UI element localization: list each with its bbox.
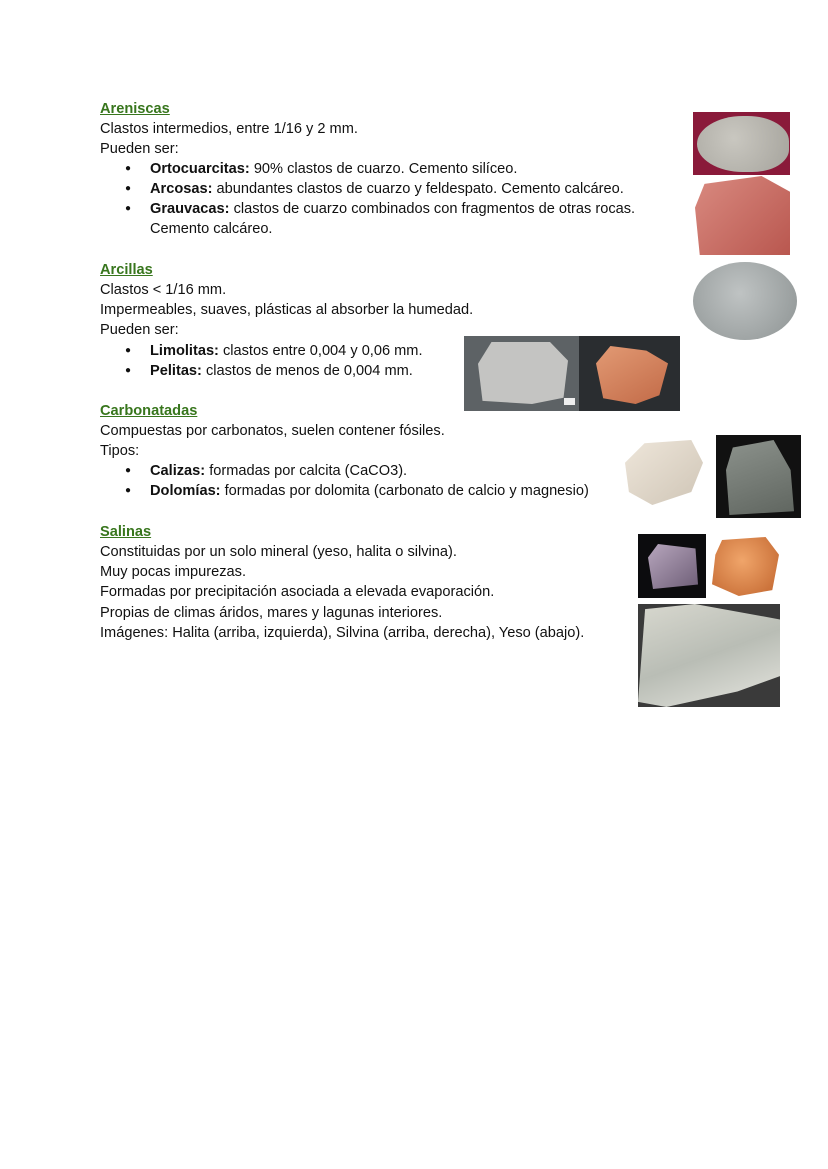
text-line: Formadas por precipitación asociada a elevada evaporación. [100,584,495,600]
term: Ortocuarcitas: [150,161,250,177]
text-line: Pueden ser: [100,322,179,338]
desc: formadas por dolomita (carbonato de calcio y magnesio) [220,483,589,499]
image-halita [638,534,706,598]
image-dolomia [716,435,801,518]
term: Dolomías: [150,483,221,499]
text-line: Clastos < 1/16 mm. [100,282,227,298]
list-item [150,159,517,179]
image-pelita [579,336,680,411]
list-item [150,361,413,381]
list-item [150,179,624,199]
desc: 90% clastos de cuarzo. Cemento silíceo. [249,161,518,177]
section-title-arcillas: Arcillas [100,262,153,278]
desc: clastos de menos de 0,004 mm. [201,363,413,379]
text-line: Propias de climas áridos, mares y lagunas interiores. [100,605,443,621]
desc: formadas por calcita (CaCO3). [205,463,408,479]
image-arenisca-pink [695,176,790,255]
image-silvina [710,535,781,598]
desc: clastos entre 0,004 y 0,06 mm. [218,343,423,359]
term: Limolitas: [150,343,219,359]
list-item [150,199,635,219]
image-limolita [464,336,579,411]
text-line: Impermeables, suaves, plásticas al absorber la humedad. [100,302,474,318]
list-item [150,461,407,481]
term: Calizas: [150,463,206,479]
list-item [150,341,423,361]
list-item-continuation: Cemento calcáreo. [150,221,273,237]
text-line: Tipos: [100,443,140,459]
desc: abundantes clastos de cuarzo y feldespato. Cemento calcáreo. [212,181,624,197]
desc: clastos de cuarzo combinados con fragmentos de otras rocas. [229,201,636,217]
section-title-salinas: Salinas [100,524,152,540]
image-arcilla-gray [693,262,797,340]
section-title-carbonatadas: Carbonatadas [100,403,198,419]
text-line: Constituidas por un solo mineral (yeso, halita o silvina). [100,544,457,560]
image-caliza [625,440,703,505]
section-title-areniscas: Areniscas [100,101,170,117]
text-line: Pueden ser: [100,141,179,157]
term: Pelitas: [150,363,202,379]
text-line: Clastos intermedios, entre 1/16 y 2 mm. [100,121,358,137]
text-line: Muy pocas impurezas. [100,564,246,580]
image-arenisca-gray [693,112,790,175]
term: Arcosas: [150,181,213,197]
text-line: Imágenes: Halita (arriba, izquierda), Silvina (arriba, derecha), Yeso (abajo). [100,625,585,641]
text-line: Compuestas por carbonatos, suelen contener fósiles. [100,423,445,439]
term: Grauvacas: [150,201,230,217]
image-yeso [638,604,780,707]
list-item [150,481,589,501]
